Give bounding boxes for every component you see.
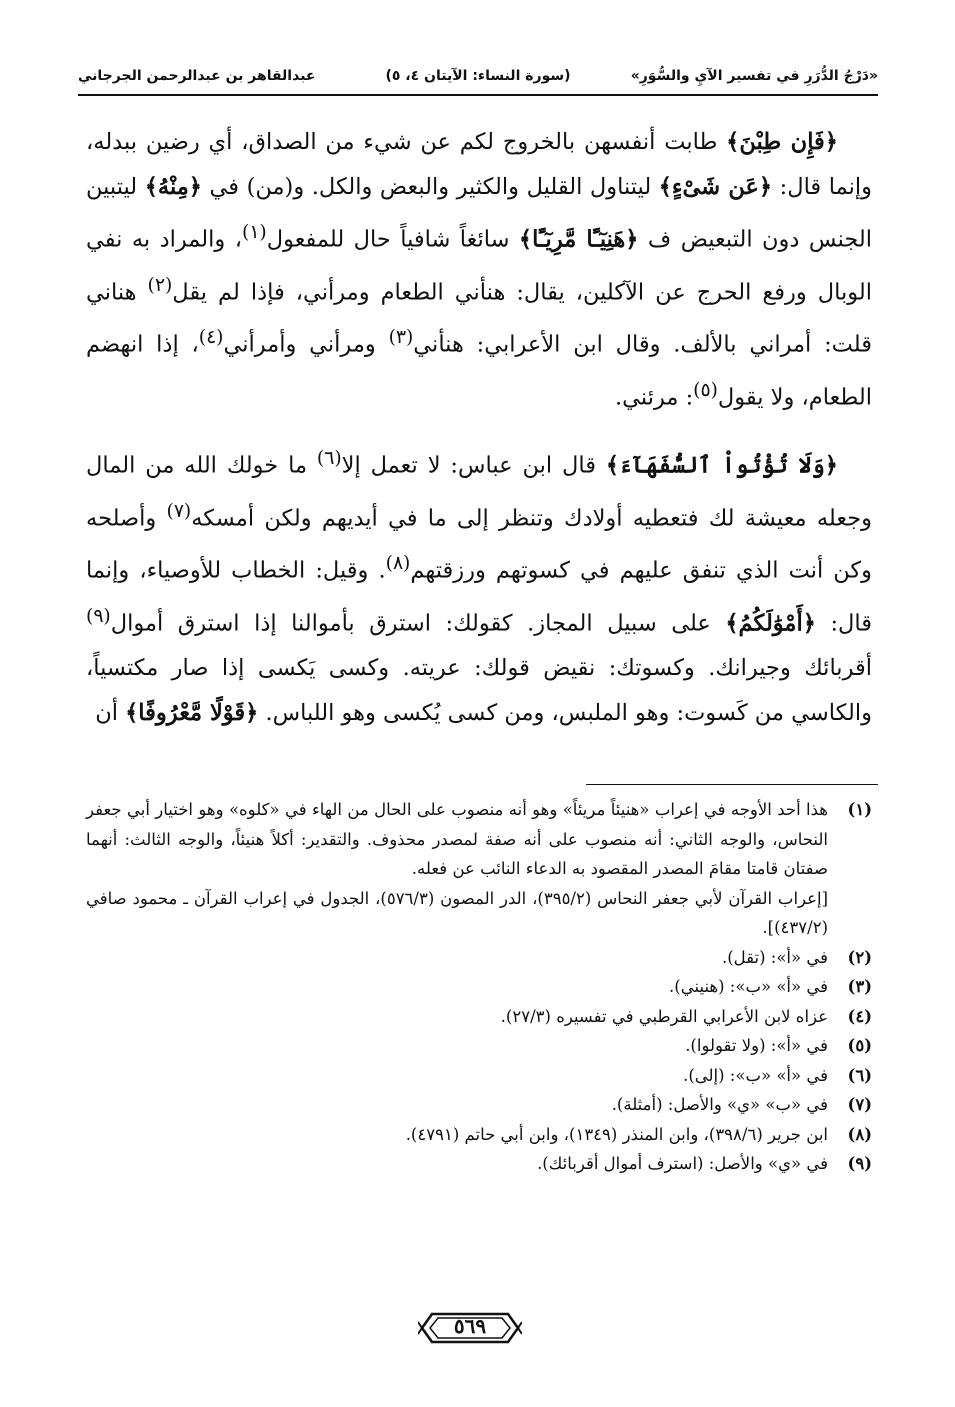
footnote-text: ابن جرير (٣٩٨/٦)، وابن المنذر (١٣٤٩)، وابن أبي حاتم (٤٧٩١).	[405, 1124, 828, 1144]
footnote-8	[86, 1120, 872, 1150]
quran-quote: ﴿عَن شَىْءٍ﴾	[658, 174, 773, 200]
footnote-ref[interactable]: (٥)	[693, 379, 718, 401]
footnote-number: (٤)	[847, 1006, 872, 1026]
text-run: أن	[95, 700, 126, 726]
quran-quote: ﴿قَوْلًا مَّعْرُوفًا﴾	[125, 700, 259, 726]
paragraph-2	[86, 436, 872, 736]
footnote-ref[interactable]: (٨)	[385, 553, 411, 574]
text-run: هناني قلت: أمراني بالألف. وقال ابن الأعرابي: هنأني	[86, 279, 872, 358]
footnote-9	[86, 1149, 872, 1179]
footnote-text: عزاه لابن الأعرابي القرطبي في تفسيره (٢٧/٣).	[500, 1006, 828, 1026]
footnote-1-source: [إعراب القرآن لأبي جعفر النحاس (٣٩٥/٢)، الدر المصون (٥٧٦/٣)، الجدول في إعراب القرآن ـ محمود صافي (٤٣٧/٢)].	[86, 888, 829, 937]
footnote-ref[interactable]: (١)	[241, 222, 267, 243]
text-run: : مرئني.	[615, 384, 694, 410]
footnote-ref[interactable]: (٩)	[86, 605, 111, 627]
header-rule	[78, 94, 878, 96]
text-run: على سبيل المجاز. كقولك: استرق بأموالنا إذا استرق أموال	[110, 610, 726, 636]
footnote-number: (٨)	[847, 1124, 872, 1144]
header-surah-verses: (سورة النساء: الآيتان ٤، ٥)	[385, 68, 571, 84]
footnote-ref[interactable]: (٤)	[198, 327, 224, 348]
footnote-6	[86, 1061, 872, 1091]
text-run: . وقيل: الخطاب للأوصياء، وإنما قال:	[86, 557, 872, 636]
quran-quote: ﴿وَلَا تُؤْتُواْ ٱلسُّفَهَآءَ﴾	[605, 452, 838, 479]
text-run: ، إذا انهضم الطعام، ولا يقول	[86, 331, 872, 410]
footnote-ref[interactable]: (٢)	[147, 274, 173, 296]
page-number-ornament	[418, 1308, 522, 1348]
footnote-ref[interactable]: (٣)	[388, 327, 414, 348]
footnote-number: (١)	[847, 800, 872, 819]
footnote-text: في «ب» «ي» والأصل: (أمثلة).	[611, 1095, 828, 1114]
footnote-4	[86, 1002, 872, 1032]
footnote-text: هذا أحد الأوجه في إعراب «هنيئاً مريئاً» وهو أنه منصوب على الحال من الهاء في «كلوه» وهو اختيار أبي جعفر النحاس، والوجه الثاني: أنه منصوب على أنه صفة لمصدر محذوف. والتقدير: أكلاً هنيئاً، والوجه الثالث: أنهما صفتان قامتا مقامَ المصدر المقصود به الدعاء النائب عن فعله.	[86, 800, 828, 878]
text-run: سائغاً شافياً حال للمفعول	[266, 226, 519, 253]
text-run: ما خولك الله من المال وجعله معيشة لك فتعطيه أولادك وتنظر إلى ما في أيديهم ولكن أمسكه	[86, 452, 872, 531]
footnote-text: في «أ» «ب»: (إلى).	[683, 1065, 828, 1085]
footnote-text: في «أ» «ب»: (هنيني).	[669, 977, 828, 996]
header-book-title: «دَرْجُ الدُّرَرِ في تفسير الآيِ والسُّوَرِ»	[630, 68, 878, 84]
footnote-2	[86, 943, 872, 973]
footnote-3	[86, 972, 872, 1002]
footnote-5	[86, 1031, 872, 1061]
footnote-number: (٩)	[847, 1154, 872, 1173]
text-run: ليتبين الجنس دون التبعيض ف	[86, 174, 872, 253]
quran-quote: ﴿أَمْوَٰلَكُمُ﴾	[725, 610, 816, 636]
footnote-number: (٣)	[847, 977, 872, 996]
paragraph-1	[86, 120, 872, 420]
footnote-1	[86, 795, 872, 884]
running-header	[78, 60, 878, 94]
text-run: طابت أنفسهن بالخروج لكم عن شيء من الصداق، أي رضين ببدله، وإنما قال:	[86, 129, 872, 200]
text-run: وأصلحه وكن أنت الذي تنفق عليهم في كسوتهم ورزقتهم	[86, 505, 872, 584]
text-run: ، والمراد به نفي الوبال ورفع الحرج عن الآكلين، يقال: هنأني الطعام ومرأني، فإذا لم يقل	[86, 226, 872, 305]
footnote-ref[interactable]: (٧)	[166, 500, 192, 522]
footnote-text: في «أ»: (ولا تقولوا).	[685, 1036, 828, 1055]
footnotes	[86, 795, 872, 1179]
footnote-separator	[586, 784, 878, 785]
footnote-7	[86, 1090, 872, 1120]
text-run: ومرأني وأمرأني	[223, 331, 389, 358]
text-run: ليتناول القليل والكثير والبعض والكل. و(من) في	[201, 174, 659, 200]
quran-quote: ﴿فَإِن طِبْنَ﴾	[726, 129, 838, 155]
text-run: أقربائك وجيرانك. وكسوتك: نقيض قولك: عريته. وكسى يَكسى إذا صار مكتسياً، والكاسي من كَسوت: وهو الملبس، ومن كسى يُكسى وهو اللباس.	[86, 655, 872, 726]
footnote-number: (٦)	[847, 1065, 872, 1085]
text-run: قال ابن عباس: لا تعمل إلا	[341, 452, 606, 479]
footnote-text: في «أ»: (تقل).	[721, 947, 828, 967]
footnote-number: (٢)	[847, 947, 872, 967]
page-number: ٥٦٩	[453, 1314, 487, 1338]
footnote-number: (٧)	[847, 1095, 872, 1114]
footnote-text: في «ي» والأصل: (استرف أموال أقربائك).	[537, 1154, 828, 1173]
quran-quote: ﴿مِنْهُ﴾	[144, 174, 202, 200]
footnote-ref[interactable]: (٦)	[316, 448, 342, 469]
header-author: عبدالقاهر بن عبدالرحمن الجرجاني	[78, 68, 316, 84]
quran-quote: ﴿هَنِيٓـًٔا مَّرِيٓـًٔا﴾	[518, 226, 639, 253]
footnote-number: (٥)	[847, 1036, 872, 1055]
main-text	[86, 120, 872, 736]
